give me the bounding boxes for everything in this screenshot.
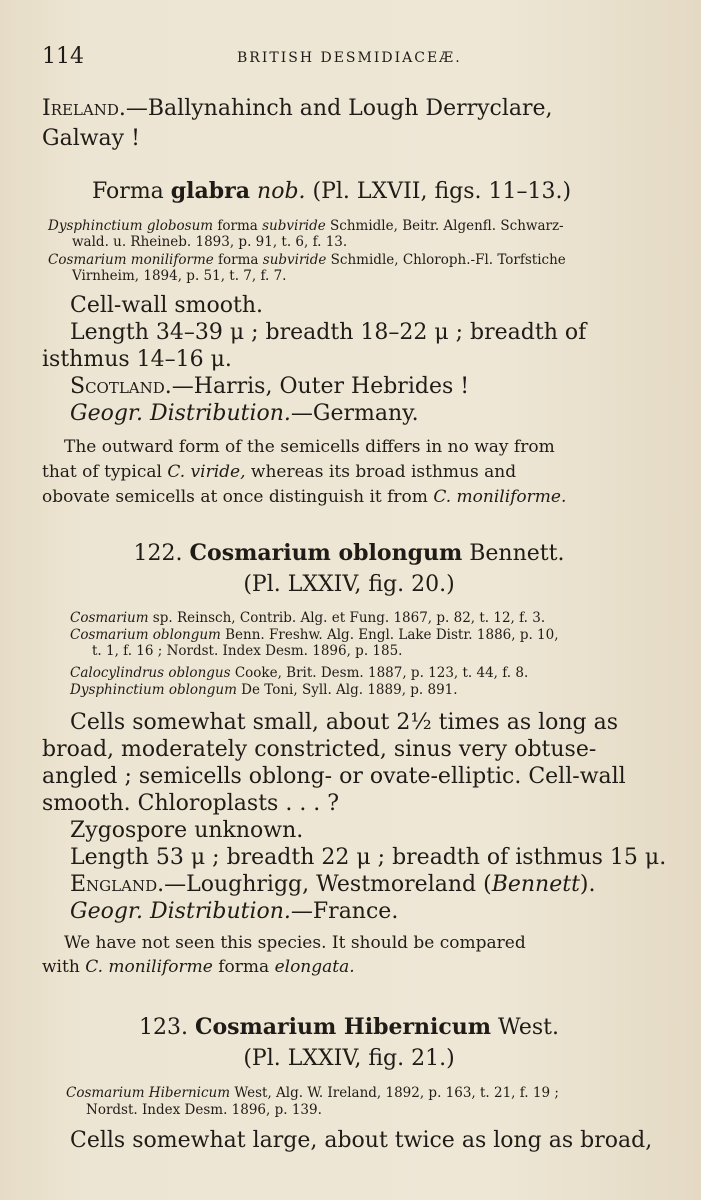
desc-123-line1: Cells somewhat large, about twice as long as broad, <box>70 1128 653 1153</box>
note-122-line1: We have not seen this species. It should be compared <box>64 933 526 953</box>
ireland-locality: Ireland.—Ballynahinch and Lough Derryclare, <box>42 96 553 121</box>
species-122-heading: 122. Cosmarium oblongum Bennett. <box>133 540 565 566</box>
synonym-2-cont: Virnheim, 1894, p. 51, t. 7, f. 7. <box>72 268 287 284</box>
page-number: 114 <box>42 44 84 69</box>
note-122-line2: with C. moniliforme forma elongata. <box>42 957 355 977</box>
measurements-122: Length 53 μ ; breadth 22 μ ; breadth of isthmus 15 μ. <box>70 845 667 870</box>
geogr-distribution-1: Geogr. Distribution.—Germany. <box>70 401 419 426</box>
ireland-locality-cont: Galway ! <box>42 126 140 151</box>
page-header <box>42 44 661 74</box>
cellwall-text: Cell-wall smooth. <box>70 293 264 318</box>
syn-122-3: Calocylindrus oblongus Cooke, Brit. Desm. 1887, p. 123, t. 44, f. 8. <box>70 665 529 681</box>
desc-122-line4: smooth. Chloroplasts . . . ? <box>42 791 340 816</box>
measurements-1-cont: isthmus 14–16 μ. <box>42 347 232 372</box>
desc-122-line2: broad, moderately constricted, sinus very obtuse- <box>42 737 597 762</box>
forma-heading: Forma glabra nob. (Pl. LXVII, figs. 11–13.) <box>92 178 572 204</box>
note-1-line3: obovate semicells at once distinguish it from C. moniliforme. <box>42 487 567 507</box>
syn-122-1: Cosmarium sp. Reinsch, Contrib. Alg. et Fung. 1867, p. 82, t. 12, f. 3. <box>70 610 546 626</box>
synonym-1: Dysphinctium globosum forma subviride Schmidle, Beitr. Algenfl. Schwarz- <box>48 218 564 234</box>
note-1-line1: The outward form of the semicells differs in no way from <box>64 437 555 457</box>
scotland-locality: Scotland.—Harris, Outer Hebrides ! <box>70 374 470 399</box>
species-123-heading: 123. Cosmarium Hibernicum West. <box>138 1014 560 1040</box>
synonym-2: Cosmarium moniliforme forma subviride Schmidle, Chloroph.-Fl. Torfstiche <box>48 252 566 268</box>
running-head: BRITISH DESMIDIACEÆ. <box>237 50 462 66</box>
england-locality: England.—Loughrigg, Westmoreland (Bennett). <box>70 872 596 897</box>
desc-122-line3: angled ; semicells oblong- or ovate-elliptic. Cell-wall <box>42 764 626 789</box>
syn-122-2: Cosmarium oblongum Benn. Freshw. Alg. Engl. Lake Distr. 1886, p. 10, <box>70 627 559 643</box>
species-122-plate: (Pl. LXXIV, fig. 20.) <box>243 572 455 597</box>
desc-122-line1: Cells somewhat small, about 2½ times as long as <box>70 710 619 735</box>
species-123-plate: (Pl. LXXIV, fig. 21.) <box>243 1046 455 1071</box>
note-1-line2: that of typical C. viride, whereas its broad isthmus and <box>42 462 517 482</box>
syn-123-1: Cosmarium Hibernicum West, Alg. W. Ireland, 1892, p. 163, t. 21, f. 19 ; <box>66 1085 559 1101</box>
measurements-1: Length 34–39 μ ; breadth 18–22 μ ; breadth of <box>70 320 587 345</box>
zygospore-122: Zygospore unknown. <box>70 818 304 843</box>
syn-122-4: Dysphinctium oblongum De Toni, Syll. Alg. 1889, p. 891. <box>70 682 458 698</box>
synonym-1-cont: wald. u. Rheineb. 1893, p. 91, t. 6, f. 13. <box>72 234 348 250</box>
syn-122-2-cont: t. 1, f. 16 ; Nordst. Index Desm. 1896, p. 185. <box>92 643 403 659</box>
syn-123-1-cont: Nordst. Index Desm. 1896, p. 139. <box>86 1102 322 1118</box>
geogr-distribution-122: Geogr. Distribution.—France. <box>70 899 399 924</box>
